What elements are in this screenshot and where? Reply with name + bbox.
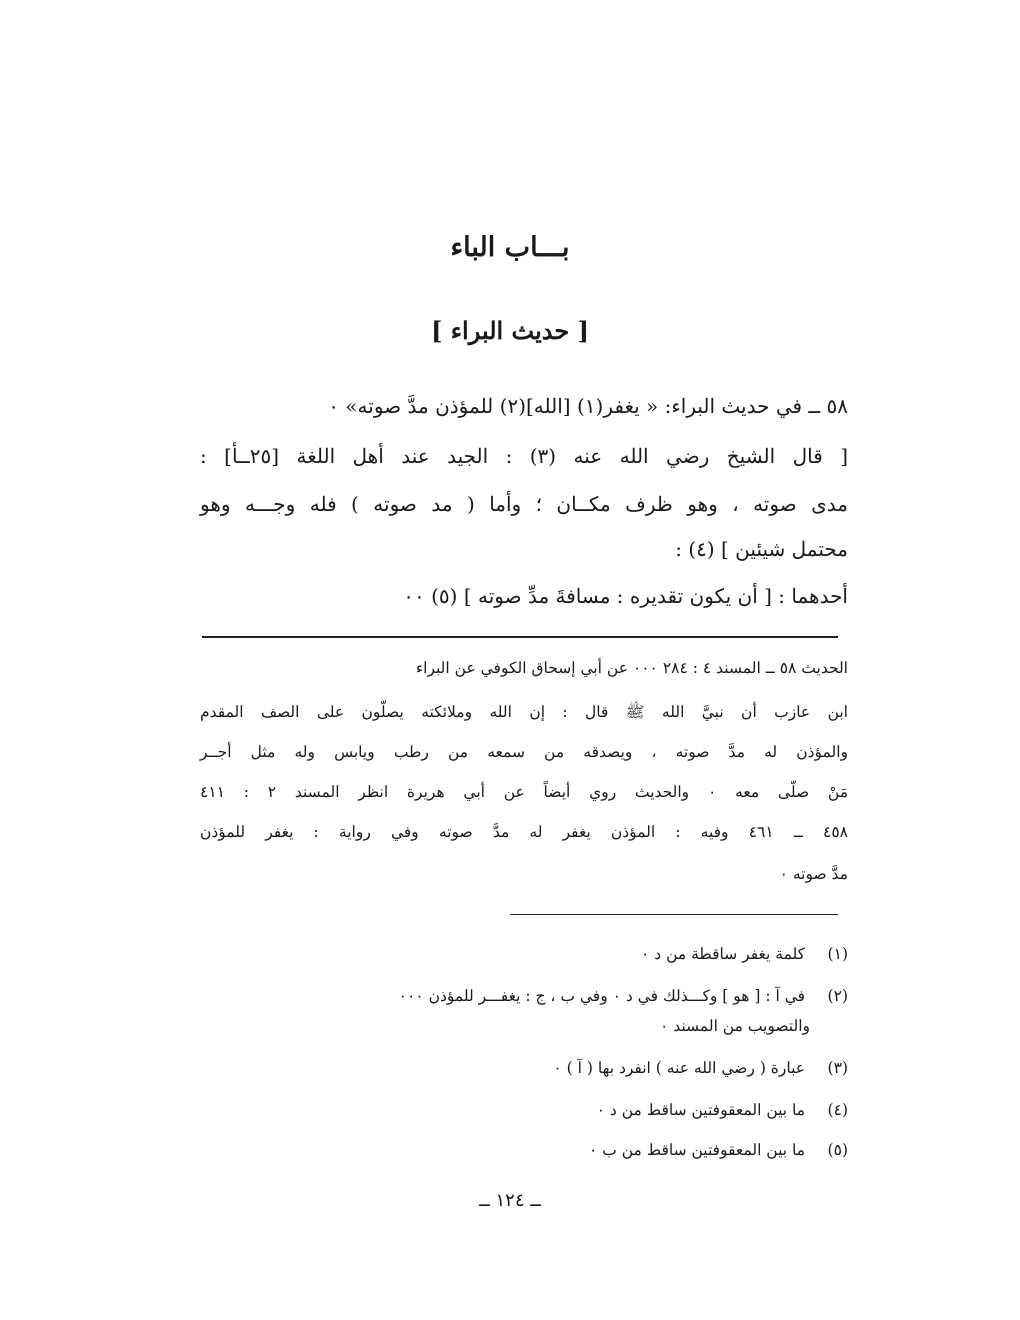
hadith-note-line-5: ٤٥٨ ــ ٤٦١ وفيه : المؤذن يغفر له مدَّ صوته وفي رواية : يغفر للمؤذن [200, 823, 849, 841]
hadith-note-line-3: والمؤذن له مدَّ صوته ، ويصدقه من سمعه من رطب ويابس وله مثل أجــر [200, 743, 848, 761]
footnote-text: عبارة ( رضي الله عنه ) انفرد بها ( آ ) ٠ [553, 1059, 806, 1077]
footnote-number: (٤) [827, 1101, 848, 1119]
footnote-text: ما بين المعقوفتين ساقط من ب ٠ [588, 1141, 806, 1159]
footnote-number: (٣) [827, 1059, 848, 1077]
footnote-1 [195, 942, 848, 966]
footnote-divider [510, 914, 838, 915]
footnote-number: (٢) [827, 987, 848, 1005]
footnote-text: ما بين المعقوفتين ساقط من د ٠ [596, 1101, 806, 1119]
footnote-text: كلمة يغفر ساقطة من د ٠ [640, 945, 806, 963]
footnote-3 [195, 1056, 848, 1080]
main-text-line-3: مدى صوته ، وهو ظرف مكــان ؛ وأما ( مد صوته ) فله وجـــه وهو [200, 492, 848, 516]
hadith-note-line-6: مدَّ صوته ٠ [779, 865, 848, 883]
page-number: ــ ١٢٤ ــ [479, 1190, 541, 1211]
footnote-number: (١) [827, 945, 848, 963]
main-text-line-5: أحدهما : [ أن يكون تقديره : مسافةَ مدِّ صوته ] (٥) ٠٠ [403, 584, 848, 608]
hadith-note-line-4: مَنْ صلّى معه ٠ والحديث روي أيضاً عن أبي هريرة انظر المسند ٢ : ٤١١ [200, 783, 849, 801]
main-text-line-4: محتمل شيئين ] (٤) : [675, 537, 848, 561]
main-text-line-2: [ قال الشيخ رضي الله عنه (٣) : الجيد عند أهل اللغة [٢٥ــأ] : [200, 444, 848, 468]
hadith-note-line-2: ابن عازب أن نبيَّ الله ﷺ قال : إن الله وملائكته يصلّون على الصف المقدم [200, 703, 848, 721]
footnote-2-continuation: والتصويب من المسند ٠ [659, 1017, 810, 1035]
hadith-note-line-1: الحديث ٥٨ ــ المسند ٤ : ٢٨٤ ٠٠٠ عن أبي إسحاق الكوفي عن البراء [415, 659, 848, 677]
main-text-line-1: ٥٨ ــ في حديث البراء: « يغفر(١) [الله](٢) للمؤذن مدَّ صوته» ٠ [328, 394, 848, 418]
footnote-2 [195, 984, 848, 1008]
footnote-4 [195, 1098, 848, 1122]
chapter-title: بـــاب الباء [450, 232, 570, 263]
main-divider [202, 636, 838, 638]
footnote-5 [195, 1138, 848, 1162]
footnote-text: في آ : [ هو ] وكـــذلك في د ٠ وفي ب ، ج : يغفـــر للمؤذن ٠٠٠ [398, 987, 806, 1005]
footnote-number: (٥) [827, 1141, 848, 1159]
section-title: [ حديث البراء ] [431, 316, 589, 345]
